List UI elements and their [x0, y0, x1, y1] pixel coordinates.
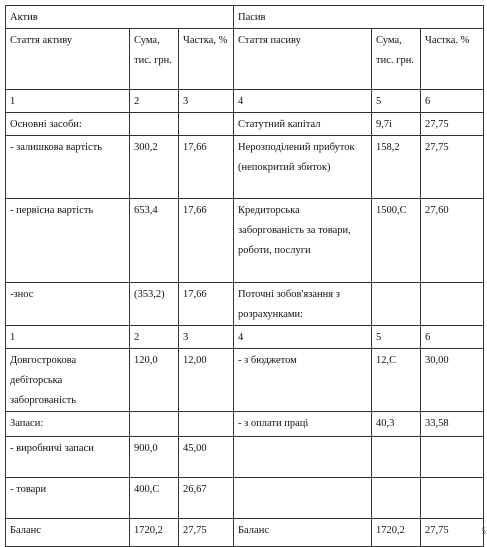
table-cell: 17,66	[179, 199, 234, 283]
table-cell	[372, 478, 421, 519]
table-cell: - первісна вартість	[6, 199, 130, 283]
table-cell: 3	[179, 90, 234, 113]
table-cell: - залишкова вартість	[6, 136, 130, 199]
table-cell: 33,58	[421, 412, 484, 437]
table-cell: 6	[421, 90, 484, 113]
table-cell	[234, 437, 372, 478]
table-row	[6, 199, 484, 283]
table-cell: 1500,С	[372, 199, 421, 283]
table-cell: 3	[179, 326, 234, 349]
table-cell: 12,00	[179, 349, 234, 412]
table-cell: 5	[372, 326, 421, 349]
table-cell	[421, 437, 484, 478]
table-cell: 17,66	[179, 136, 234, 199]
table-cell: 26,67	[179, 478, 234, 519]
table-row	[6, 90, 484, 113]
table-row	[6, 412, 484, 437]
table-cell: 120,0	[130, 349, 179, 412]
table-cell: Кредиторська заборгованість за товари, роботи, послуги	[234, 199, 372, 283]
table-row	[6, 478, 484, 519]
asset-sum-header: Сума, тис. грн.	[130, 29, 179, 90]
table-row	[6, 349, 484, 412]
table-cell	[421, 478, 484, 519]
section-header-row	[6, 6, 484, 29]
table-cell: 300,2	[130, 136, 179, 199]
table-cell: 27,75	[421, 519, 484, 547]
table-cell	[234, 478, 372, 519]
table-cell: - товари	[6, 478, 130, 519]
table-cell: 5	[372, 90, 421, 113]
table-row	[6, 326, 484, 349]
table-cell	[130, 113, 179, 136]
table-cell: 2	[130, 90, 179, 113]
table-cell: 1	[6, 90, 130, 113]
table-cell: 4	[234, 90, 372, 113]
asset-share-header: Частка, %	[179, 29, 234, 90]
liability-sum-header: Сума, тис. грн.	[372, 29, 421, 90]
liability-share-header: Частка. %	[421, 29, 484, 90]
asset-item-header: Стаття активу	[6, 29, 130, 90]
table-cell	[372, 437, 421, 478]
table-cell: 158,2	[372, 136, 421, 199]
table-cell: 900,0	[130, 437, 179, 478]
table-cell	[421, 283, 484, 326]
table-cell: 40,3	[372, 412, 421, 437]
table-cell: 27,75	[421, 136, 484, 199]
table-row	[6, 113, 484, 136]
table-cell: 27,75	[421, 113, 484, 136]
table-cell: Поточні зобов'язання з розрахунками:	[234, 283, 372, 326]
table-cell: 2	[130, 326, 179, 349]
liability-item-header: Стаття пасиву	[234, 29, 372, 90]
balance-table	[5, 5, 484, 547]
column-header-row	[6, 29, 484, 90]
table-cell: 4	[234, 326, 372, 349]
table-cell: 653,4	[130, 199, 179, 283]
table-cell: 27,60	[421, 199, 484, 283]
table-cell: Баланс	[234, 519, 372, 547]
table-cell: Баланс	[6, 519, 130, 547]
table-cell: 30,00	[421, 349, 484, 412]
table-cell: 45,00	[179, 437, 234, 478]
liabilities-section-header: Пасив	[234, 6, 484, 29]
table-row	[6, 437, 484, 478]
table-cell	[179, 113, 234, 136]
table-cell: 12,С	[372, 349, 421, 412]
table-cell: - виробничі запаси	[6, 437, 130, 478]
table-cell: Запаси:	[6, 412, 130, 437]
table-cell: 400,С	[130, 478, 179, 519]
table-cell: Довгострокова дебіторська заборгованість	[6, 349, 130, 412]
table-cell: -знос	[6, 283, 130, 326]
table-cell	[179, 412, 234, 437]
table-cell: 17,66	[179, 283, 234, 326]
table-cell: (353,2)	[130, 283, 179, 326]
edge-mark: 5	[481, 526, 486, 536]
table-cell: 9,7і	[372, 113, 421, 136]
table-cell: - з оплати праці	[234, 412, 372, 437]
table-cell	[372, 283, 421, 326]
table-cell	[130, 412, 179, 437]
assets-section-header: Актив	[6, 6, 234, 29]
table-cell: Нерозподілений прибуток (непокритий збиток)	[234, 136, 372, 199]
table-cell: 27,75	[179, 519, 234, 547]
table-cell: 1	[6, 326, 130, 349]
table-cell: Статутний капітал	[234, 113, 372, 136]
table-row	[6, 283, 484, 326]
table-cell: 6	[421, 326, 484, 349]
table-cell: Основні засоби:	[6, 113, 130, 136]
table-cell: 1720,2	[130, 519, 179, 547]
table-row	[6, 136, 484, 199]
table-cell: 1720,2	[372, 519, 421, 547]
table-cell: - з бюджетом	[234, 349, 372, 412]
table-row	[6, 519, 484, 547]
